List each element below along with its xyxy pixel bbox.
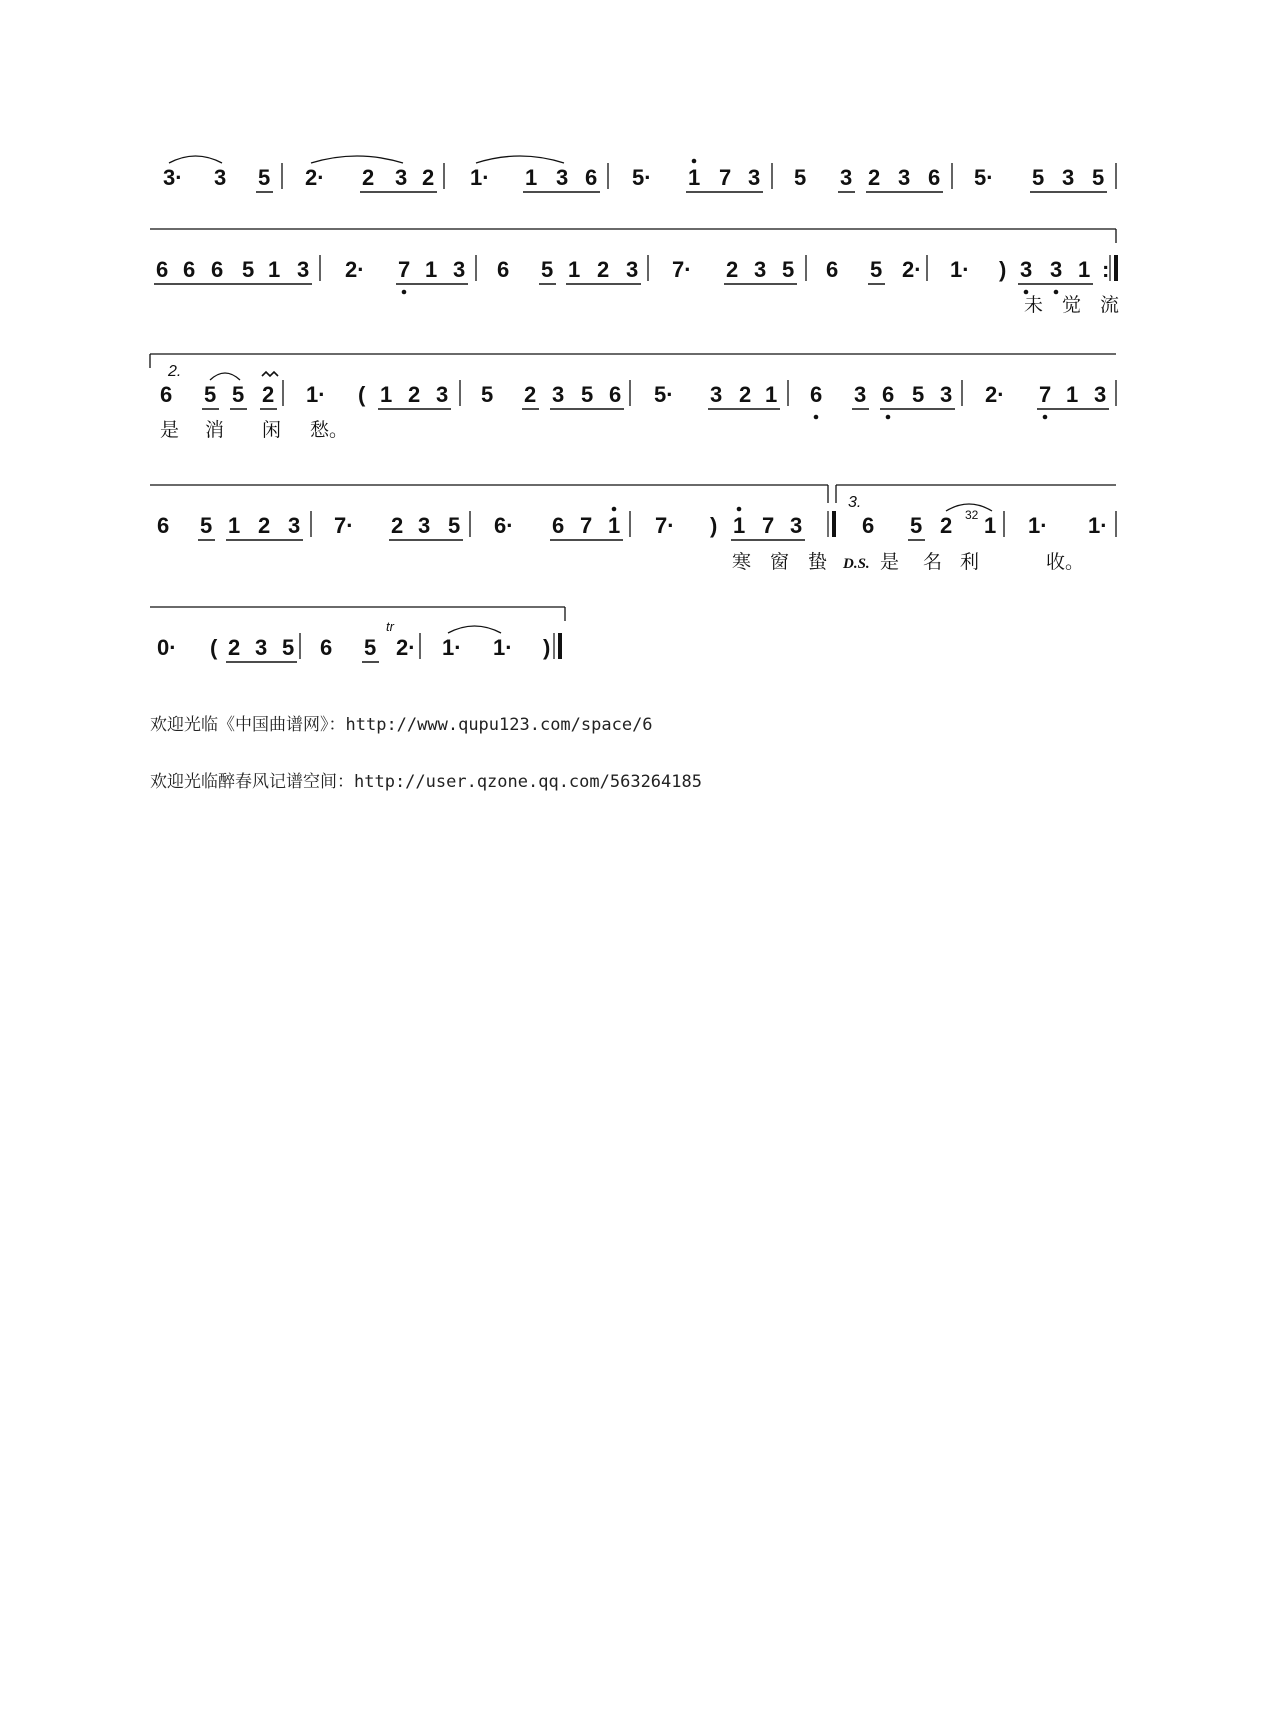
- note: 5: [910, 513, 923, 538]
- note: 7·: [655, 513, 675, 538]
- lyric: 是: [880, 551, 900, 573]
- note: 2: [262, 382, 275, 407]
- note: 3: [255, 635, 268, 660]
- note: 6: [211, 257, 224, 282]
- note: 5·: [974, 165, 994, 190]
- note: 3: [556, 165, 569, 190]
- slur: [210, 373, 240, 380]
- note: 6: [826, 257, 839, 282]
- note: 3: [754, 257, 767, 282]
- note: 6: [183, 257, 196, 282]
- score-svg: [0, 0, 1272, 820]
- lyric: 利: [960, 551, 980, 573]
- note: 5: [200, 513, 213, 538]
- note: 2: [868, 165, 881, 190]
- paren: ): [710, 513, 718, 538]
- note: 7: [762, 513, 775, 538]
- note: 7: [1039, 382, 1052, 407]
- footer-link-qupu123[interactable]: 欢迎光临《中国曲谱网》：http://www.qupu123.com/space/6: [150, 715, 653, 735]
- note: 1·: [950, 257, 970, 282]
- note: 5: [364, 635, 377, 660]
- note: 6: [585, 165, 598, 190]
- note: 1·: [1088, 513, 1108, 538]
- note: 6: [882, 382, 895, 407]
- note: 5: [581, 382, 594, 407]
- note: 2: [362, 165, 375, 190]
- note: 3: [418, 513, 431, 538]
- note: 3: [626, 257, 639, 282]
- note: 3: [436, 382, 449, 407]
- note: 6: [810, 382, 823, 407]
- note: 5: [448, 513, 461, 538]
- note: 3: [395, 165, 408, 190]
- note: 1: [1078, 257, 1091, 282]
- note: 5: [481, 382, 494, 407]
- mordent-icon: [262, 372, 278, 376]
- note: 2·: [345, 257, 365, 282]
- note: 3: [1094, 382, 1107, 407]
- note: 1: [525, 165, 538, 190]
- lyric: 未: [1024, 294, 1044, 316]
- octave-dot-high: [737, 507, 742, 512]
- note: 3: [854, 382, 867, 407]
- note: 2·: [985, 382, 1005, 407]
- note: 6: [157, 513, 170, 538]
- note: 2: [597, 257, 610, 282]
- slur: [311, 156, 403, 163]
- note: 5: [782, 257, 795, 282]
- note: 1: [608, 513, 621, 538]
- note: 2·: [396, 635, 416, 660]
- note: 2·: [305, 165, 325, 190]
- note: 3: [552, 382, 565, 407]
- lyric: 蛰: [808, 551, 828, 573]
- note: 3: [214, 165, 227, 190]
- paren: (: [358, 382, 366, 407]
- note: 1·: [1028, 513, 1048, 538]
- note: 1: [380, 382, 393, 407]
- paren: (: [210, 635, 218, 660]
- trill-mark: tr: [386, 619, 394, 634]
- note: 3: [710, 382, 723, 407]
- paren: ): [543, 635, 551, 660]
- lyric: 是: [160, 419, 180, 441]
- paren: ): [999, 257, 1007, 282]
- lyric: 收。: [1046, 551, 1085, 573]
- note: 2: [524, 382, 537, 407]
- note: 1: [268, 257, 281, 282]
- octave-dot-low: [1054, 290, 1059, 295]
- note: 2: [391, 513, 404, 538]
- slur: [448, 626, 501, 633]
- note: 5: [541, 257, 554, 282]
- note: 3: [748, 165, 761, 190]
- note: 5: [1092, 165, 1105, 190]
- slur: [169, 156, 222, 163]
- note: 1·: [470, 165, 490, 190]
- lyric: 愁。: [310, 419, 349, 441]
- note: 3·: [163, 165, 183, 190]
- ending-number: 2.: [168, 363, 182, 380]
- note: 5: [870, 257, 883, 282]
- octave-dot-low: [886, 415, 891, 420]
- note: 1: [733, 513, 746, 538]
- lyric: 窗: [770, 551, 790, 573]
- octave-dot-low: [814, 415, 819, 420]
- note: 6·: [494, 513, 514, 538]
- note: 5·: [632, 165, 652, 190]
- note: 3: [1020, 257, 1033, 282]
- note: 7: [580, 513, 593, 538]
- note: 3: [790, 513, 803, 538]
- lyric: 觉: [1062, 294, 1082, 316]
- note: 6: [609, 382, 622, 407]
- note: 5: [258, 165, 271, 190]
- note: 1: [765, 382, 778, 407]
- note: 3: [898, 165, 911, 190]
- note: 3: [297, 257, 310, 282]
- note: 1: [984, 513, 997, 538]
- note: 2: [422, 165, 435, 190]
- note: 5: [204, 382, 217, 407]
- note: 7: [398, 257, 411, 282]
- note: 2: [726, 257, 739, 282]
- note: 1: [425, 257, 438, 282]
- note: 0·: [157, 635, 177, 660]
- lyric: 寒: [732, 551, 752, 573]
- note: 6: [156, 257, 169, 282]
- lyric: 名: [923, 551, 943, 573]
- note: 3: [288, 513, 301, 538]
- repeat-dots: :: [1102, 257, 1110, 282]
- octave-dot-low: [1043, 415, 1048, 420]
- lyric: 流: [1100, 294, 1120, 316]
- note: 1: [688, 165, 701, 190]
- note: 2: [408, 382, 421, 407]
- note: 6: [160, 382, 173, 407]
- dal-segno-mark: D.S.: [843, 556, 870, 572]
- note: 3: [1062, 165, 1075, 190]
- note: 1: [228, 513, 241, 538]
- note: 1: [568, 257, 581, 282]
- lyric: 消: [205, 419, 225, 441]
- slur: [476, 156, 564, 163]
- lyric: 闲: [262, 419, 282, 441]
- note: 6: [862, 513, 875, 538]
- note: 5: [232, 382, 245, 407]
- note: 2·: [902, 257, 922, 282]
- note: 2: [940, 513, 953, 538]
- ending-number: 3.: [848, 494, 862, 511]
- note: 6: [497, 257, 510, 282]
- note: 3: [940, 382, 953, 407]
- note: 5: [282, 635, 295, 660]
- note: 1·: [442, 635, 462, 660]
- octave-dot-high: [612, 507, 617, 512]
- note: 7·: [672, 257, 692, 282]
- grace-notes: 32: [965, 508, 979, 522]
- note: 5·: [654, 382, 674, 407]
- note: 5: [1032, 165, 1045, 190]
- note: 5: [794, 165, 807, 190]
- note: 7: [719, 165, 732, 190]
- note: 7·: [334, 513, 354, 538]
- note: 2: [739, 382, 752, 407]
- footer-link-qzone[interactable]: 欢迎光临醉春风记谱空间：http://user.qzone.qq.com/563264185: [150, 772, 702, 792]
- note: 5: [242, 257, 255, 282]
- octave-dot-high: [692, 159, 697, 164]
- note: 1: [1066, 382, 1079, 407]
- note: 1·: [306, 382, 326, 407]
- note: 2: [228, 635, 241, 660]
- note: 1·: [493, 635, 513, 660]
- octave-dot-low: [402, 290, 407, 295]
- note: 2: [258, 513, 271, 538]
- note: 6: [928, 165, 941, 190]
- note: 3: [453, 257, 466, 282]
- note: 6: [320, 635, 333, 660]
- note: 3: [840, 165, 853, 190]
- note: 5: [912, 382, 925, 407]
- note: 3: [1050, 257, 1063, 282]
- note: 6: [552, 513, 565, 538]
